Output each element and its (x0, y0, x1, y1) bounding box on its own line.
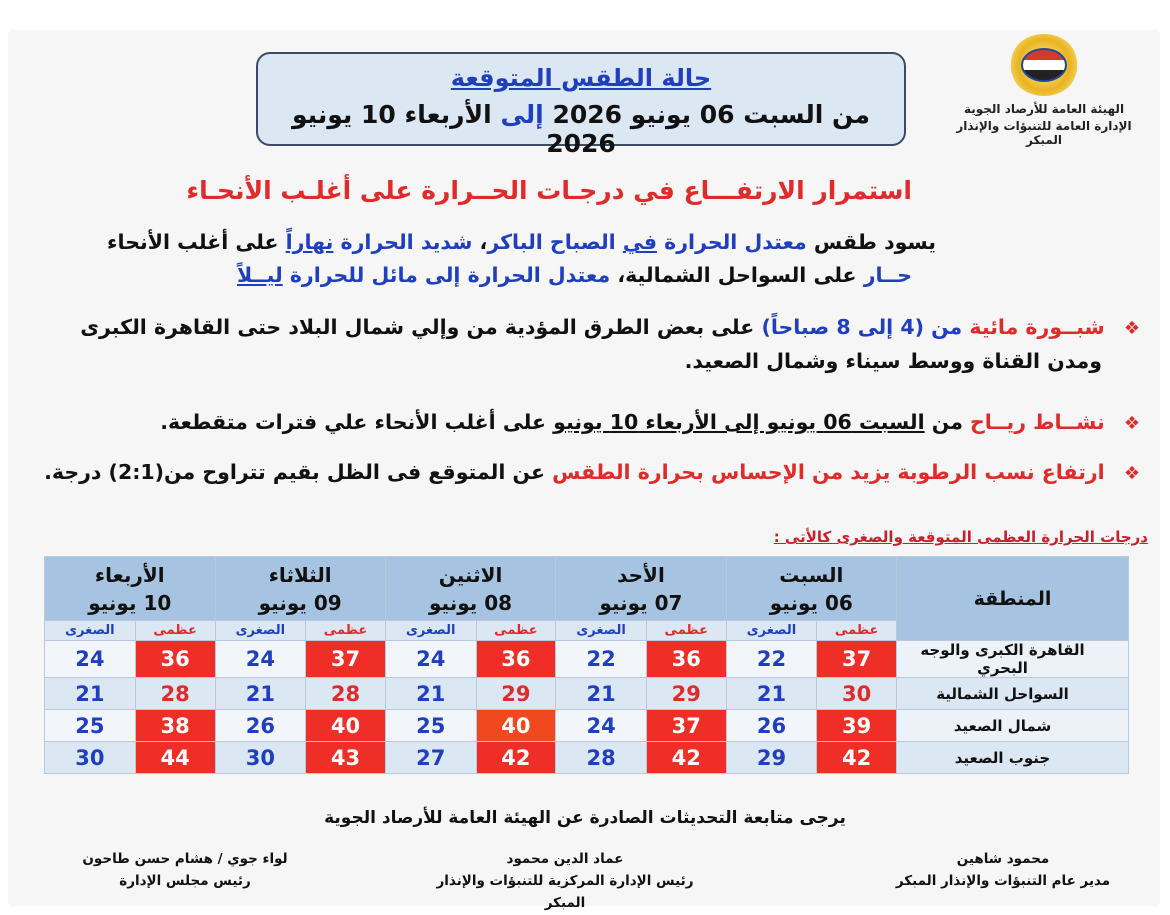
min-temp: 30 (45, 742, 136, 774)
max-temp: 36 (135, 641, 215, 678)
min-temp: 25 (385, 710, 476, 742)
max-temp: 37 (306, 641, 386, 678)
bullet-text: على بعض الطرق المؤدية من وإلي شمال البلاد حتى القاهرة الكبرى (80, 315, 755, 339)
bullet-fog (80, 315, 1140, 339)
region-name: السواحل الشمالية (897, 678, 1129, 710)
signatory-title: رئيس مجلس الإدارة (119, 873, 251, 889)
headline: استمرار الارتفـــاع في درجـات الحــرارة على أغلـب الأنحـاء (186, 176, 912, 205)
day-header: الثلاثاء 09 يونيو (215, 557, 385, 621)
org-dept: الإدارة العامة للتنبؤات والإنذار المبكر (956, 119, 1132, 147)
signature-block (80, 848, 290, 892)
min-temp: 24 (215, 641, 306, 678)
min-temp: 21 (215, 678, 306, 710)
bullet-time: من (4 إلى 8 صباحاً) (761, 315, 963, 339)
signatory-name: عماد الدين محمود (506, 851, 624, 867)
min-temp: 30 (215, 742, 306, 774)
summary-text: في (622, 230, 658, 254)
min-label: الصغرى (556, 621, 647, 641)
bullet-wind (160, 410, 1140, 434)
summary-text: معتدل الحرارة إلى مائل للحرارة (289, 263, 611, 287)
title-box (256, 52, 906, 158)
bullet-text: على أغلب الأنحاء علي فترات متقطعة. (160, 410, 546, 434)
bullet-highlight: شبــورة مائية (969, 315, 1105, 339)
min-label: الصغرى (215, 621, 306, 641)
signature-block (858, 848, 1148, 892)
summary-text: على السواحل الشمالية، (617, 263, 857, 287)
min-temp: 29 (726, 742, 817, 774)
summary-text: شديد الحرارة (340, 230, 473, 254)
max-temp: 42 (817, 742, 897, 774)
diamond-bullet-icon: ❖ (1123, 463, 1140, 484)
region-header: المنطقة (897, 557, 1129, 641)
max-temp: 42 (646, 742, 726, 774)
org-logo-icon (999, 34, 1089, 96)
region-name: القاهرة الكبرى والوجه البحري (897, 641, 1129, 678)
summary-text: ليــلاً (237, 263, 283, 287)
max-label: عظمى (817, 621, 897, 641)
max-temp: 43 (306, 742, 386, 774)
max-label: عظمى (646, 621, 726, 641)
min-temp: 27 (385, 742, 476, 774)
org-name: الهيئة العامة للأرصاد الجوية (963, 102, 1125, 116)
max-temp: 37 (817, 641, 897, 678)
max-temp: 37 (646, 710, 726, 742)
min-temp: 24 (385, 641, 476, 678)
min-temp: 26 (726, 710, 817, 742)
bullet-highlight: نشــاط ريــاح (970, 410, 1105, 434)
max-temp: 36 (646, 641, 726, 678)
max-temp: 29 (476, 678, 556, 710)
table-row (45, 678, 1129, 710)
table-caption: درجات الحرارة العظمى المتوقعة والصغرى كالأتى : (773, 528, 1148, 546)
summary-text: حــار (863, 263, 912, 287)
max-temp: 28 (135, 678, 215, 710)
table-row (45, 641, 1129, 678)
bullet-highlight: ارتفاع نسب الرطوبة يزيد من الإحساس بحرارة الطقس (552, 460, 1105, 484)
signatory-name: لواء جوي / هشام حسن طاحون (82, 851, 288, 867)
region-name: جنوب الصعيد (897, 742, 1129, 774)
max-temp: 40 (306, 710, 386, 742)
max-temp: 40 (476, 710, 556, 742)
max-temp: 42 (476, 742, 556, 774)
table-row (45, 742, 1129, 774)
period-from: من السبت 06 يونيو 2026 (552, 100, 871, 129)
period-to: الأربعاء 10 يونيو 2026 (291, 100, 616, 158)
min-label: الصغرى (45, 621, 136, 641)
summary-line-2 (237, 263, 912, 287)
min-temp: 22 (556, 641, 647, 678)
signature-block (430, 848, 700, 914)
summary-text: نهاراً (285, 230, 334, 254)
table-row (45, 710, 1129, 742)
follow-up-note: يرجى متابعة التحديثات الصادرة عن الهيئة العامة للأرصاد الجوية (324, 808, 846, 828)
bullet-text: السبت 06 يونيو إلى الأربعاء 10 يونيو (553, 410, 925, 434)
max-temp: 28 (306, 678, 386, 710)
summary-text: على أغلب الأنحاء (107, 230, 279, 254)
period-connector: إلى (500, 100, 544, 129)
signatory-title: رئيس الإدارة المركزية للتنبؤات والإنذار المبكر (436, 873, 694, 911)
max-temp: 39 (817, 710, 897, 742)
temperature-table (44, 556, 1129, 774)
day-header: السبت 06 يونيو (726, 557, 896, 621)
day-header: الأربعاء 10 يونيو (45, 557, 216, 621)
region-name: شمال الصعيد (897, 710, 1129, 742)
bullet-text: من (931, 410, 963, 434)
org-block (944, 34, 1144, 147)
diamond-bullet-icon: ❖ (1123, 413, 1140, 434)
min-temp: 24 (556, 710, 647, 742)
day-header: الأحد 07 يونيو (556, 557, 726, 621)
diamond-bullet-icon: ❖ (1123, 318, 1140, 339)
max-label: عظمى (306, 621, 386, 641)
signatory-title: مدير عام التنبؤات والإنذار المبكر (895, 873, 1111, 889)
min-label: الصغرى (385, 621, 476, 641)
max-label: عظمى (476, 621, 556, 641)
min-temp: 28 (556, 742, 647, 774)
day-header: الاثنين 08 يونيو (385, 557, 555, 621)
max-temp: 30 (817, 678, 897, 710)
page-title: حالة الطقس المتوقعة (450, 64, 712, 92)
summary-text: ، (479, 230, 488, 254)
min-temp: 21 (45, 678, 136, 710)
bullet-text: عن المتوقع فى الظل بقيم تتراوح من(2:1) درجة. (44, 460, 545, 484)
signatory-name: محمود شاهين (956, 851, 1050, 867)
min-temp: 26 (215, 710, 306, 742)
bullet-fog-cont: ومدن القناة ووسط سيناء وشمال الصعيد. (684, 349, 1102, 373)
summary-text: معتدل الحرارة (664, 230, 807, 254)
min-temp: 21 (556, 678, 647, 710)
summary-line-1 (107, 230, 936, 254)
max-temp: 44 (135, 742, 215, 774)
min-label: الصغرى (726, 621, 817, 641)
summary-text: يسود طقس (813, 230, 936, 254)
max-temp: 36 (476, 641, 556, 678)
min-temp: 22 (726, 641, 817, 678)
min-temp: 21 (726, 678, 817, 710)
min-temp: 24 (45, 641, 136, 678)
summary-text: الصباح الباكر (487, 230, 616, 254)
bullet-humidity (44, 460, 1140, 484)
max-temp: 38 (135, 710, 215, 742)
min-temp: 21 (385, 678, 476, 710)
forecast-period (258, 100, 904, 158)
max-label: عظمى (135, 621, 215, 641)
max-temp: 29 (646, 678, 726, 710)
min-temp: 25 (45, 710, 136, 742)
